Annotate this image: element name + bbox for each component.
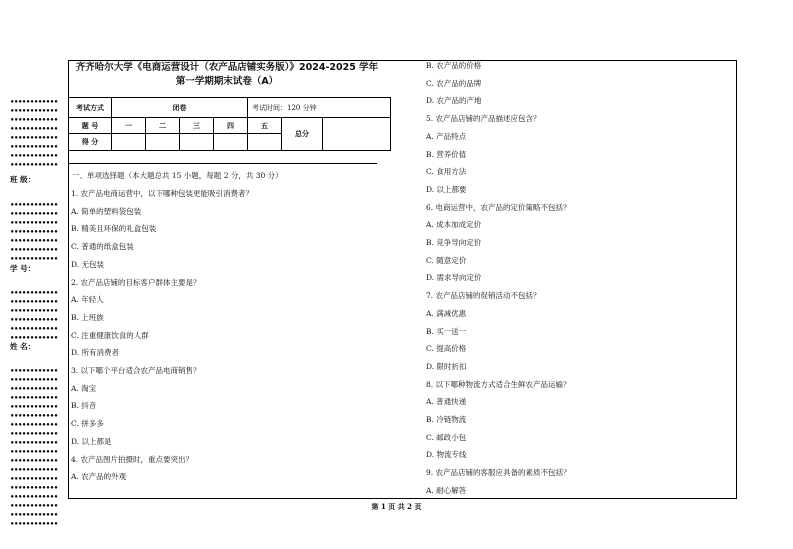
answer-option: B. 冷链物流 [426, 415, 467, 424]
answer-option: D. 以上都是 [71, 436, 112, 446]
binding-dots: •••••••••••• •••••••••••• •••••••••••• •••••••••••• •••••••••••• •••••••••••• •••••••••••• •••••••••••• [10, 97, 58, 169]
col-5: 五 [248, 118, 282, 134]
question-text: 1. 农产品电商运营中，以下哪种包装更能吸引消费者？ [71, 189, 254, 198]
side-id-label: 学 号： [10, 264, 36, 273]
question-no-label: 题 号 [69, 118, 112, 134]
binding-dots: •••••••••••• •••••••••••• •••••••••••• •••••••••••• •••••••••••• •••••••••••• •••••••••••• [10, 200, 58, 263]
page-footer: 第 1 页 共 2 页 [371, 502, 422, 511]
score-label: 得 分 [69, 134, 112, 151]
answer-option: C. 随意定价 [426, 255, 467, 265]
exam-mode-label: 考试方式 [69, 98, 112, 118]
question-text: 3. 以下哪个平台适合农产品电商销售？ [71, 366, 201, 375]
question-text: 5. 农产品店铺的产品描述应包含？ [426, 114, 541, 124]
answer-option: D. 农产品的产地 [426, 96, 482, 106]
answer-option: C. 农产品的品牌 [426, 78, 482, 88]
exam-mode: 闭卷 [112, 98, 248, 118]
exam-time: 考试时间：120 分钟 [248, 98, 391, 118]
answer-option: A. 满减优惠 [426, 308, 467, 318]
answer-option: A. 淘宝 [71, 383, 97, 393]
score-cell [180, 134, 214, 151]
answer-option: B. 抖音 [71, 401, 97, 411]
score-table [68, 97, 391, 151]
question-text: 9. 农产品店铺的客服应具备的素质不包括？ [426, 468, 571, 478]
score-cell [248, 134, 282, 151]
answer-option: D. 以上都要 [426, 184, 467, 194]
answer-option: B. 营养价值 [426, 149, 467, 159]
answer-option: D. 物流专线 [426, 450, 467, 460]
answer-option: A. 普通快递 [426, 397, 467, 407]
col-2: 二 [146, 118, 180, 134]
answer-option: A. 年轻人 [71, 295, 104, 305]
answer-option: C. 食用方法 [426, 167, 467, 177]
answer-option: D. 限时折扣 [426, 361, 467, 371]
answer-option: B. 精美且环保的礼盒包装 [71, 224, 157, 234]
answer-option: D. 无包装 [71, 259, 105, 269]
side-class-label: 班 级： [10, 175, 36, 184]
answer-option: C. 邮政小包 [426, 432, 467, 442]
total-score-cell [323, 118, 391, 151]
answer-option: D. 所有消费者 [71, 348, 120, 358]
section-divider [68, 163, 377, 164]
answer-option: D. 需求导向定价 [426, 273, 482, 283]
answer-option: A. 耐心解答 [426, 485, 467, 495]
question-text: 2. 农产品店铺的目标客户群体主要是？ [71, 277, 201, 287]
score-cell [112, 134, 146, 151]
question-text: 8. 以下哪种物流方式适合生鲜农产品运输？ [426, 379, 571, 389]
total-label: 总分 [282, 118, 323, 151]
exam-title: 齐齐哈尔大学《电商运营设计（农产品店铺实务版）》2024-2025 学年 [75, 62, 379, 73]
section-heading: 一、单项选择题（本大题总共 15 小题，每题 2 分，共 30 分） [72, 171, 283, 180]
exam-subtitle: 第一学期期末试卷（A） [175, 76, 279, 87]
answer-option: C. 拼多多 [71, 419, 104, 429]
question-text: 4. 农产品图片拍摄时，重点要突出？ [71, 454, 194, 464]
score-cell [214, 134, 248, 151]
answer-option: B. 买一送一 [426, 326, 467, 336]
binding-dots: •••••••••••• •••••••••••• •••••••••••• •••••••••••• •••••••••••• •••••••••••• [10, 288, 58, 342]
answer-option: A. 简单的塑料袋包装 [71, 206, 142, 216]
score-cell [146, 134, 180, 151]
answer-option: A. 农产品的外观 [71, 472, 127, 482]
answer-option: A. 产品特点 [426, 131, 467, 141]
answer-option: C. 提高价格 [426, 344, 467, 354]
answer-option: B. 上班族 [71, 312, 104, 322]
question-text: 6. 电商运营中，农产品的定价策略不包括？ [426, 202, 571, 212]
answer-option: C. 注重健康饮食的人群 [71, 330, 149, 340]
answer-option: B. 竞争导向定价 [426, 238, 482, 247]
side-name-label: 姓 名： [10, 342, 36, 351]
answer-option: B. 农产品的价格 [426, 61, 482, 70]
answer-option: C. 普通的纸盒包装 [71, 242, 134, 252]
col-4: 四 [214, 118, 248, 134]
question-text: 7. 农产品店铺的促销活动不包括？ [426, 291, 541, 301]
binding-dots: •••••••••••• •••••••••••• •••••••••••• •••••••••••• •••••••••••• •••••••••••• •••••••••••• •••••••••••• •••••••••••• •••••••••••• •••••••••••• •••••••••••• •••••••••••• •••••••••••• •••••••••••• •••••••••••• •••••••••••• •••••••••••• [10, 366, 58, 528]
answer-option: A. 成本加成定价 [426, 220, 482, 230]
col-3: 三 [180, 118, 214, 134]
col-1: 一 [112, 118, 146, 134]
